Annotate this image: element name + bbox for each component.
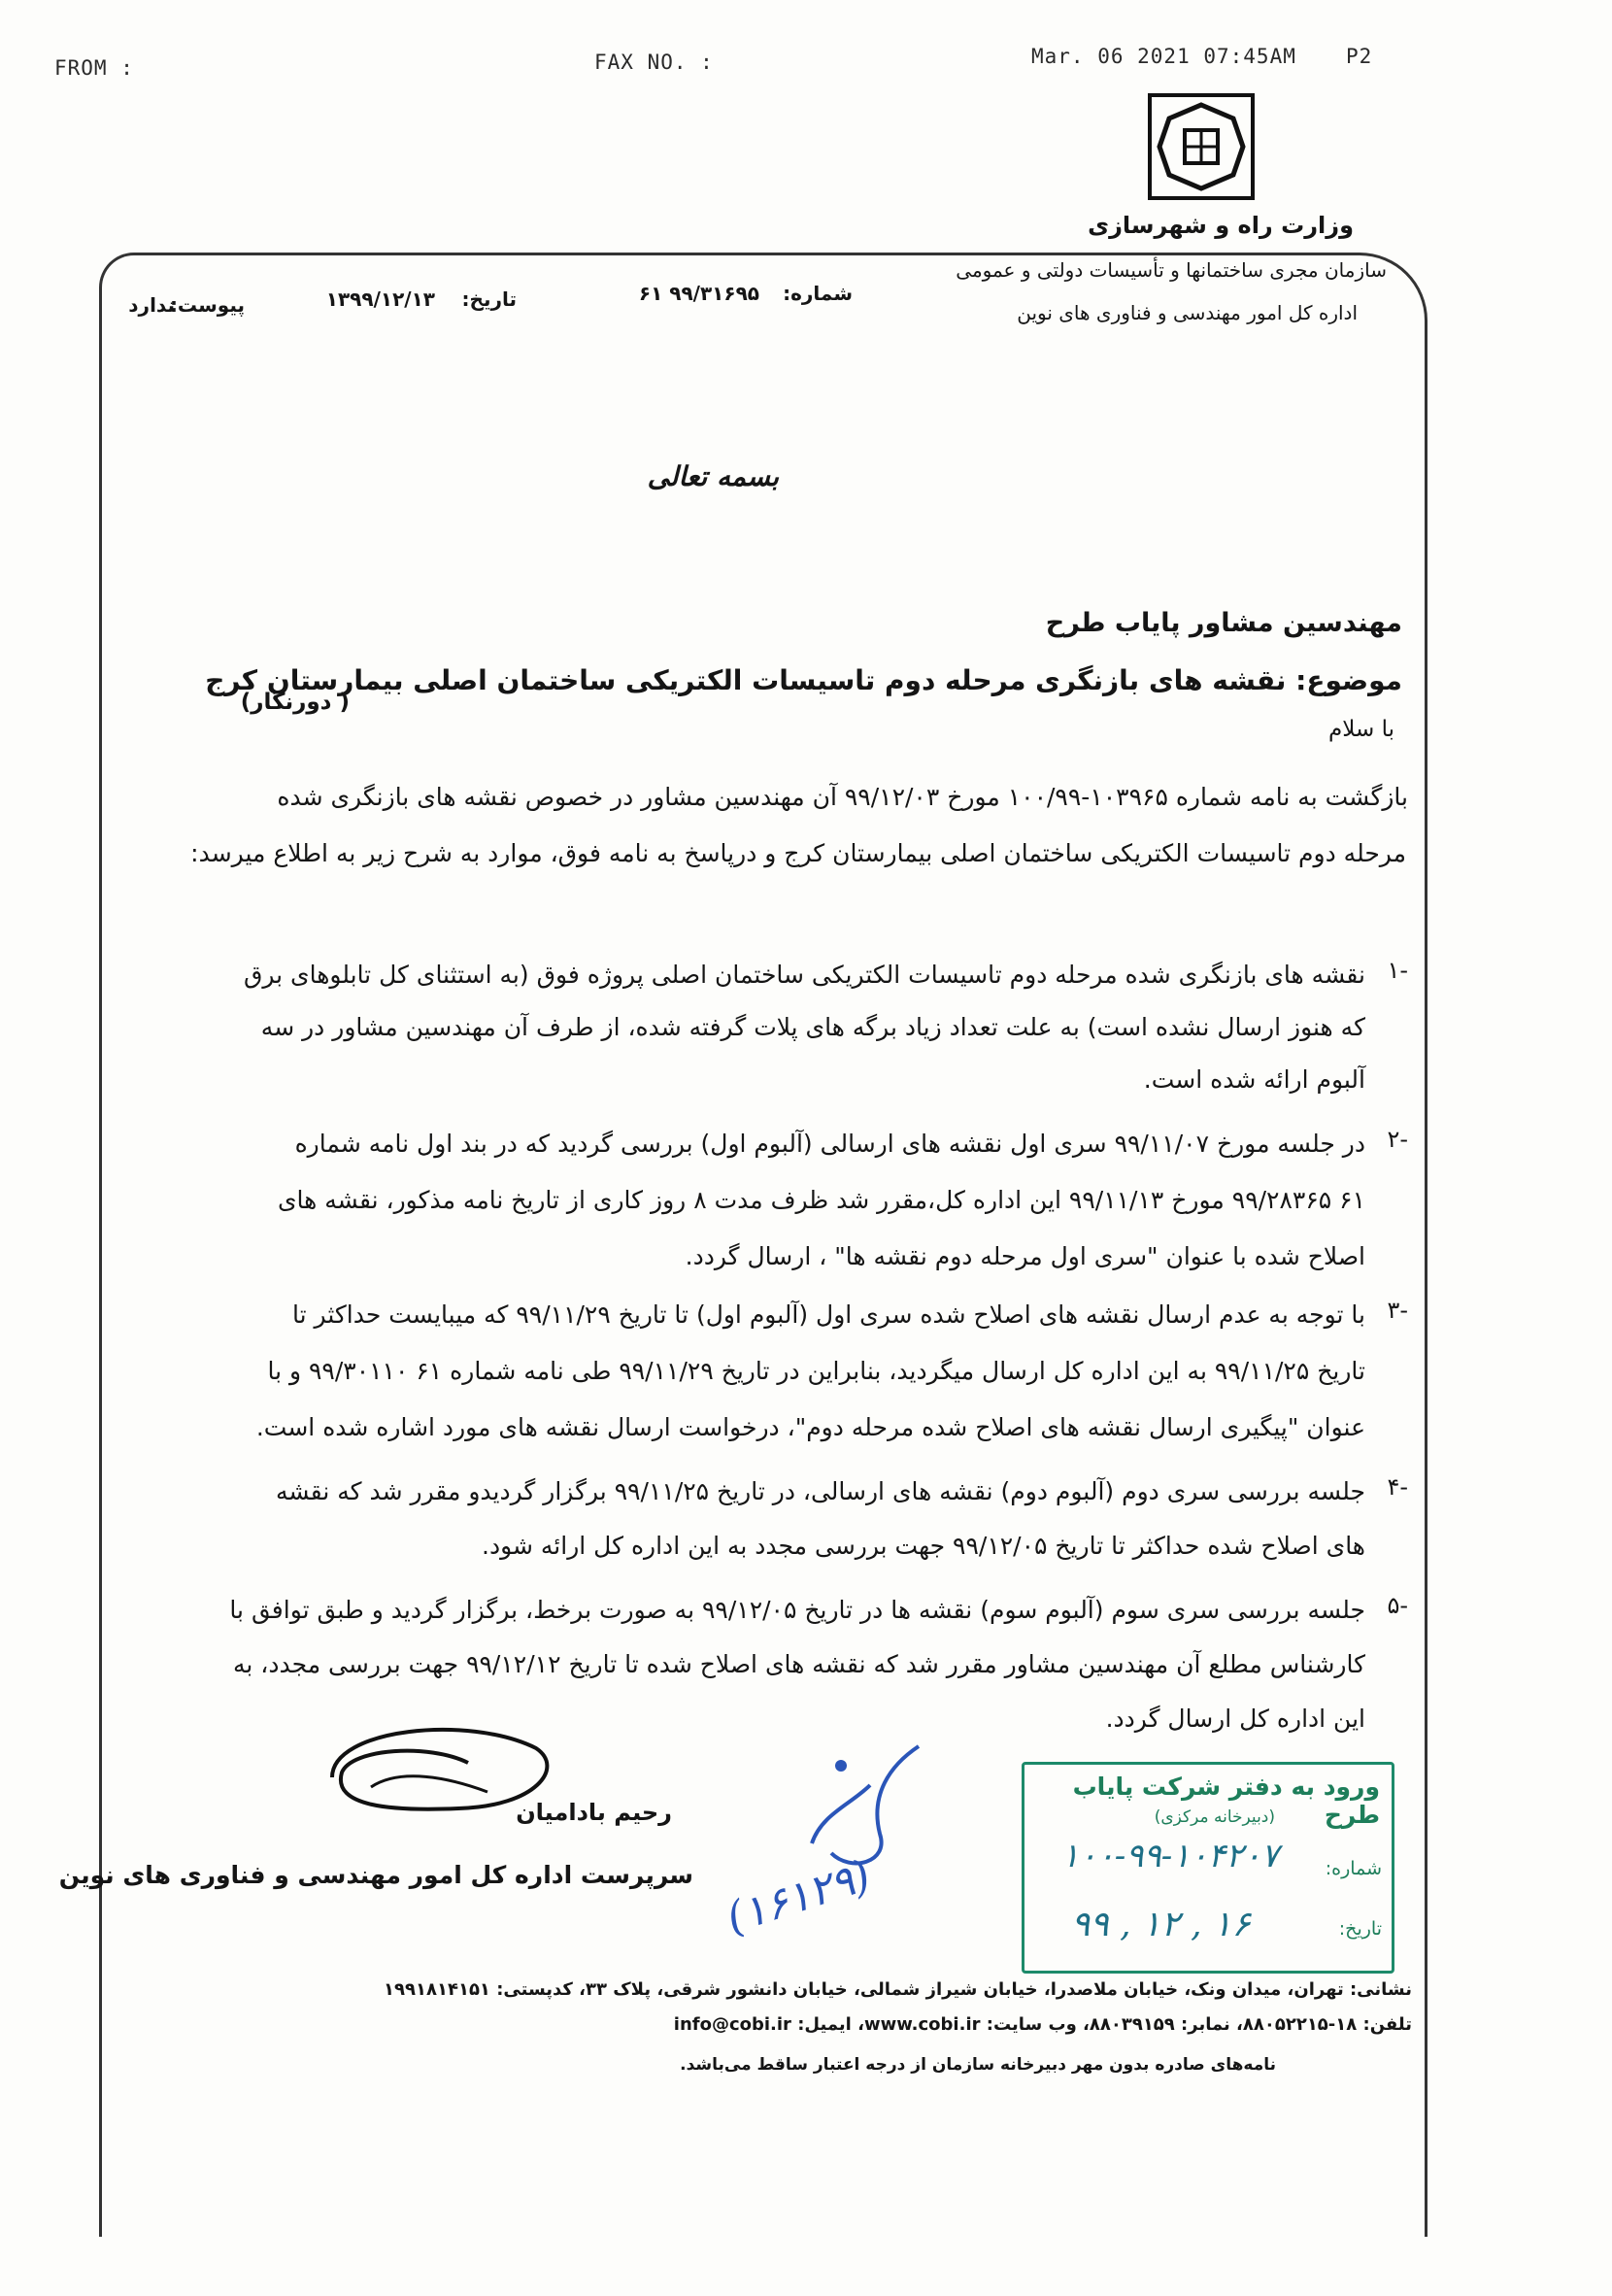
item-number: -۲ [1387,1126,1408,1153]
signer-name: رحیم بادامیان [516,1799,672,1826]
item-line: های اصلاح شده حداکثر تا تاریخ ۹۹/۱۲/۰۵ جهت بررسی مجدد به این اداره کل ارائه شود. [482,1532,1365,1560]
letter-number-label: شماره: [783,282,853,305]
fax-from-label: FROM : [54,56,134,80]
item-line: با توجه به عدم ارسال نقشه های اصلاح شده سری اول (آلبوم اول) تا تاریخ ۹۹/۱۱/۲۹ که میبایست حداکثر تا [292,1300,1365,1329]
item-line: نقشه های بازنگری شده مرحله دوم تاسیسات الکتریکی ساختمان اصلی پروژه فوق (به استثنای کل تابلوهای برق [243,961,1365,989]
intro-line-1: بازگشت به نامه شماره ۱۰۳۹۶۵-۱۰۰/۹۹ مورخ ۹۹/۱۲/۰۳ آن مهندسین مشاور در خصوص نقشه های بازنگری شده [277,783,1408,811]
item-line: این اداره کل ارسال گردد. [1105,1705,1365,1733]
item-number: -۴ [1387,1473,1408,1501]
attachment-label: پیوست: [169,293,245,317]
intro-line-2: مرحله دوم تاسیسات الکتریکی ساختمان اصلی بیمارستان کرج و درپاسخ به نامه فوق، موارد به شرح زیر به اطلاع میرسد: [190,839,1406,867]
items-list [146,947,1408,1747]
invocation: بسمه تعالی [647,460,779,492]
item-line: که هنوز ارسال نشده است) به علت تعداد زیاد برگه های پلات گرفته شده، از طرف آن مهندسین مشاور در سه [260,1013,1365,1041]
item-line: عنوان "پیگیری ارسال نقشه های اصلاح شده مرحله دوم"، درخواست ارسال نقشه های مورد اشاره شده است. [255,1413,1365,1441]
ministry-name: وزارت راه و شهرسازی [1088,212,1354,239]
list-item [146,947,1408,1116]
handwritten-annotation [720,1727,967,1950]
stamp-date-label: تاریخ: [1338,1918,1382,1940]
item-line: کارشناس مطلع آن مهندسین مشاور مقرر شد که نقشه های اصلاح شده تا تاریخ ۹۹/۱۲/۱۲ جهت بررسی مجدد، به [232,1650,1365,1678]
letter-date-label: تاریخ: [461,287,517,311]
item-line: اصلاح شده با عنوان "سری اول مرحله دوم نقشه ها" ، ارسال گردد. [685,1242,1365,1270]
footer-contact: تلفن: ۱۸-۸۸۰۵۲۲۱۵، نمابر: ۸۸۰۳۹۱۵۹، وب سایت: www.cobi.ir، ایمیل: info@cobi.ir [673,2014,1412,2035]
stamp-number-value: ۱۰۰-۹۹-۱۰۴۲۰۷ [1061,1837,1279,1875]
subject: موضوع: نقشه های بازنگری مرحله دوم تاسیسات الکتریکی ساختمان اصلی بیمارستان کرج [205,664,1402,696]
organization-name: سازمان مجری ساختمانها و تأسیسات دولتی و عمومی [956,258,1387,282]
fax-page-number: P2 [1346,45,1373,68]
item-line: ۶۱ ۹۹/۲۸۳۶۵ مورخ ۹۹/۱۱/۱۳ این اداره کل،مقرر شد ظرف مدت ۸ روز کاری از تاریخ نامه مذکور، نقشه های [277,1186,1365,1214]
fax-datetime: Mar. 06 2021 07:45AM [1031,45,1296,68]
stamp-subtitle: (دبیرخانه مرکزی) [1154,1807,1275,1827]
list-item [146,1116,1408,1287]
list-item [146,1464,1408,1582]
greeting: با سلام [1328,717,1394,742]
item-line: جلسه بررسی سری دوم (آلبوم دوم) نقشه های ارسالی، در تاریخ ۹۹/۱۱/۲۵ برگزار گردیدو مقرر شد که نقشه [275,1477,1365,1505]
item-number: -۵ [1387,1592,1408,1619]
transmission-method: ( دورنگار) [240,690,350,715]
footer-note: نامه‌های صادره بدون مهر دبیرخانه سازمان از درجه اعتبار ساقط می‌باشد. [680,2055,1276,2075]
item-line: آلبوم ارائه شده است. [1143,1065,1365,1094]
attachment-value: ندارد [128,293,175,317]
stamp-date-value: ۹۹ , ۱۲ , ۱۶ [1071,1905,1251,1944]
list-item [146,1287,1408,1464]
item-line: جلسه بررسی سری سوم (آلبوم سوم) نقشه ها در تاریخ ۹۹/۱۲/۰۵ به صورت برخط، برگزار گردید و طبق توافق با [229,1596,1365,1624]
item-number: -۳ [1387,1297,1408,1324]
item-number: -۱ [1387,957,1408,984]
ministry-logo [1148,93,1255,200]
recipient: مهندسین مشاور پایاب طرح [1045,608,1402,638]
receipt-stamp [1022,1762,1394,1974]
handwritten-number: (۱۶۱۲۹) [720,1850,877,1944]
footer-address: نشانی: تهران، میدان ونک، خیابان ملاصدرا، خیابان شیراز شمالی، خیابان دانشور شرقی، پلاک ۳۳، کدپستی: ۱۹۹۱۸۱۴۱۵۱ [384,1979,1412,2000]
item-line: در جلسه مورخ ۹۹/۱۱/۰۷ سری اول نقشه های ارسالی (آلبوم اول) بررسی گردید که در بند اول نامه شماره [294,1130,1365,1158]
letter-number-value: ۶۱ ۹۹/۳۱۶۹۵ [638,282,759,305]
stamp-title: ورود به دفتر شرکت پایاب طرح [1072,1773,1380,1829]
department-name: اداره کل امور مهندسی و فناوری های نوین [1017,301,1358,324]
fax-number-label: FAX NO. : [594,51,714,74]
signer-title: سرپرست اداره کل امور مهندسی و فناوری های نوین [58,1861,693,1889]
stamp-number-label: شماره: [1325,1858,1382,1879]
item-line: تاریخ ۹۹/۱۱/۲۵ به این اداره کل ارسال میگردید، بنابراین در تاریخ ۹۹/۱۱/۲۹ طی نامه شماره ۶۱ ۹۹/۳۰۱۱۰ و با [267,1357,1365,1385]
letter-date-value: ۱۳۹۹/۱۲/۱۳ [325,287,435,311]
